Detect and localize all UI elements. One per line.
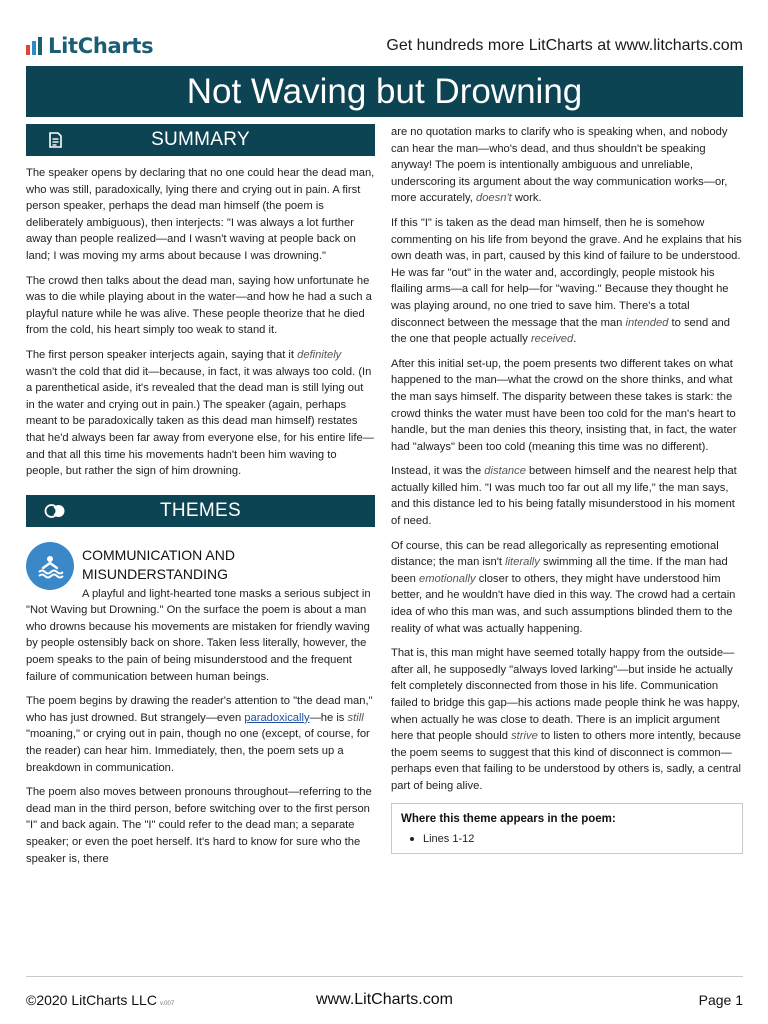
footer-page-number: Page 1 xyxy=(698,992,743,1008)
right-column xyxy=(391,124,743,854)
litcharts-logo[interactable] xyxy=(26,34,153,58)
right-paragraph-2: If this "I" is taken as the dead man himself, then he is somehow commenting on his life from beyond the grave. And he explains that his own death was, in part, caused by this kind of failure to be understood. He was far "out" in the water and, accordingly, people mistook his flailing arms—a call for help—for "waving." Because they thought he was playing around, no one tried to save him. There's a total disconnect between the message that the man intended to send and the one that people actually received. xyxy=(391,216,742,346)
logo-text: LitCharts xyxy=(48,34,154,58)
footer-site-link[interactable]: www.LitCharts.com xyxy=(316,991,453,1008)
page-title: Not Waving but Drowning xyxy=(26,66,743,117)
document-icon xyxy=(46,131,64,149)
theme-paragraph-1: A playful and light-hearted tone masks a serious subject in "Not Waving but Drowning." On the surface the poem is about a man who drowns because his movements are mistaken for friendly waving by people ostensibly back on shore. Taken less literally, however, the poem speaks to the pain of being misunderstood and the frequent failure of communication between human beings. xyxy=(26,587,371,683)
theme-paragraph-3: The poem also moves between pronouns throughout—referring to the dead man in the third person, before switching over to the first person "I" and back again. The "I" could refer to the dead man; a separate speaker; or even the poet herself. It's hard to know for sure who the speaker is, there xyxy=(26,786,372,865)
summary-paragraph-3: The first person speaker interjects again, saying that it definitely wasn't the cold that did it—because, in fact, it was always too cold. (In a parenthetical aside, it's revealed that the dead man is still lying out in the water and crying out in pain.) The speaker (again, perhaps meant to be paradoxically taken as this dead man himself) restates that he'd always been far away from everyone else, for his entire life—and that all this time his movements hadn't been him waving to people, but rather the sign of him drowning. xyxy=(26,348,374,478)
summary-heading: SUMMARY xyxy=(151,129,250,150)
summary-paragraph-2: The crowd then talks about the dead man, saying how unfortunate he was to die while playing about in the water—and how he had a such a playful nature while he was alive. These people theorize that he died from the cold, his heart simply too weak to stand it. xyxy=(26,274,372,337)
themes-heading: THEMES xyxy=(160,499,241,521)
theme-title: COMMUNICATION AND MISUNDERSTANDING xyxy=(82,546,235,582)
left-column xyxy=(26,124,375,875)
paradox-link[interactable]: paradoxically xyxy=(244,711,310,724)
where-theme-appears-box xyxy=(391,803,743,854)
right-paragraph-3: After this initial set-up, the poem presents two different takes on what happened to the man—what the crowd on the shore thinks, and what the man says himself. The disparity between these takes is stark: the crowd thinks the water must have been too cold for the man's heart to handle, but the man denies this theory, insisting that, in fact, the water had "always" been too cold (meaning this time was no different). xyxy=(391,357,737,453)
theme-paragraph-2: The poem begins by drawing the reader's attention to "the dead man," who has just drowned. But strangely—even paradoxically—he is still "moaning," or crying out in pain, though no one (except, of course, for the reader) can hear him. Immediately, then, the poem sets up a breakdown in communication. xyxy=(26,695,373,774)
bullet-icon xyxy=(410,837,414,841)
swimmer-icon xyxy=(26,542,74,590)
themes-heading-bar xyxy=(26,495,375,527)
right-paragraph-6: That is, this man might have seemed totally happy from the outside—after all, he supposedly "always loved larking"—but inside he actually felt completely disconnected from those in his life. Communication failed to bridge this gap—his actions made people think he was happy, when actually he was close to death. There is an implicit argument here that people should strive to listen to others more intently, because the poem seems to suggest that this kind of disconnect is common—perhaps even that failing to be understood by others is, sadly, a central part of being alive. xyxy=(391,647,741,792)
footer-copyright: ©2020 LitCharts LLC v.007 xyxy=(26,992,175,1008)
where-theme-item[interactable]: Lines 1-12 xyxy=(410,833,733,845)
footer-divider xyxy=(26,976,743,977)
summary-heading-bar xyxy=(26,124,375,156)
right-paragraph-4: Instead, it was the distance between himself and the nearest help that actually killed him. "I was much too far out all my life," the man says, and this distance led to his being fatally misunderstood in his moment of need. xyxy=(391,465,737,528)
right-paragraph-5: Of course, this can be read allegorically as representing emotional distance; the man isn't literally swimming all the time. If the man had been emotionally closer to others, they might have understood him better, and he wouldn't have died in this way. The crowd had a certain idea of who this man was, and such assumptions blinded them to the reality of what was actually happening. xyxy=(391,539,736,635)
where-theme-title: Where this theme appears in the poem: xyxy=(401,812,616,825)
logo-bars-icon xyxy=(26,37,42,55)
page-header xyxy=(26,34,743,64)
summary-paragraph-1: The speaker opens by declaring that no one could hear the dead man, who was still, paradoxically, lying there and crying out in pain. A first person speaker, perhaps the dead man himself (the poem is deliberately ambiguous), then interjects: "I was always a lot further away than people realized—and I wasn't waving at people back on land; I was moving my arms about because I was drowning." xyxy=(26,167,375,262)
page-footer xyxy=(26,990,743,1014)
themes-icon xyxy=(44,502,66,520)
header-tagline[interactable]: Get hundreds more LitCharts at www.litcharts.com xyxy=(386,37,743,54)
theme-header xyxy=(26,542,375,590)
right-paragraph-1: are no quotation marks to clarify who is speaking when, and nobody can hear the man—who's dead, and thus shouldn't be speaking anyway! The poem is intentionally ambiguous and unreliable, underscoring its argument about the way communication works—or, more accurately, doesn't work. xyxy=(391,126,728,205)
